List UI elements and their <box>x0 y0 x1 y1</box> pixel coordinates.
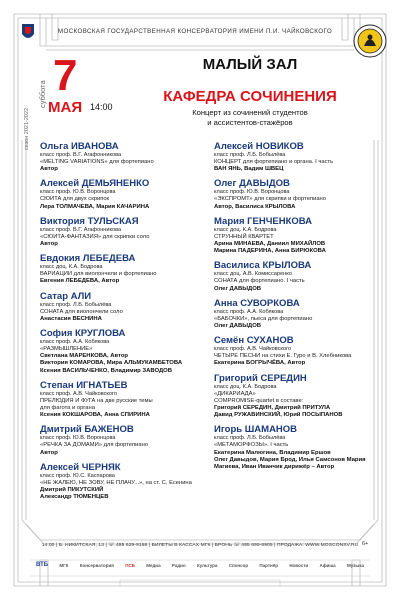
program-item <box>214 260 378 292</box>
composer-last-name: КРУГЛОВА <box>75 328 126 340</box>
composer-first-name: Алексей <box>214 141 254 152</box>
composer-first-name: Виктория <box>40 215 85 227</box>
program-item <box>214 373 378 420</box>
date-month: МАЯ <box>48 99 83 116</box>
teacher-line: класс проф. В.Г. Агафонникова <box>40 226 122 233</box>
footer-info: 14:00 | Б. НИКИТСКАЯ, 13 | ☏ 495 629-9168 | БИЛЕТЫ В КАССАХ МГК | БРОНЬ ☏ 495 695-8905 | ПРОДАЖА: WWW.MOSCONSV.RU <box>41 543 359 548</box>
concert-subtitle: Концерт из сочинений студентов и ассистентов-стажёров <box>192 108 308 127</box>
performers: Анастасия ВЕСНИНА <box>40 315 102 322</box>
composer-first-name: Сатар <box>40 290 68 302</box>
work-title: ВАРИАЦИИ для виолончели и фортепиано <box>40 271 157 278</box>
teacher-line: класс доц. А.В. Комиссаренко <box>214 271 292 278</box>
work-title: ПРЕЛЮДИЯ И ФУГА на две русские темы <box>40 397 153 404</box>
work-title: «МЕТАМОРФОЗЫ». I часть <box>214 442 289 449</box>
teacher-line: класс проф. Ю.С. Каспарова <box>40 472 115 479</box>
department-title: КАФЕДРА СОЧИНЕНИЯ <box>163 88 337 105</box>
composer-name <box>40 216 204 227</box>
composer-name <box>40 462 204 473</box>
performers: Александр ТЮМЕНЦЕВ <box>40 494 109 501</box>
conservatory-seal-icon <box>353 24 387 58</box>
teacher-line: класс проф. Ю.В. Воронцова <box>40 189 116 196</box>
teacher-line: класс проф. Л.Б. Бобылёва <box>214 435 286 442</box>
hall-title: МАЛЫЙ ЗАЛ <box>202 56 298 73</box>
work-title: «РАЗМЫШЛЕНИЕ» <box>40 346 93 353</box>
performers: Екатерина БОГРЫЧЁВА, Автор <box>214 360 306 367</box>
composer-first-name: Семён <box>214 335 245 347</box>
performers: Виктория КОМАРОВА, Мира АЛЬМУКАМБЕТОВА Ксения ВАСИЛЬЧЕНКО, Владимир ЗАВОДОВ <box>40 360 183 374</box>
composer-last-name: ШАМАНОВ <box>244 424 298 436</box>
work-title: «ЭКСПРОМТ» для скрипки и фортепиано <box>214 196 326 203</box>
composer-first-name: Степан <box>40 379 74 391</box>
composer-name <box>40 291 204 302</box>
performers: Олег ДАВЫДОВ <box>214 323 262 330</box>
sponsor-logo: Партнёр <box>259 562 279 568</box>
teacher-line: класс проф. А.А. Кобякова <box>214 308 284 315</box>
composer-first-name: Олег <box>214 178 237 190</box>
work-title: СЮИТА для двух скрипок <box>40 196 110 203</box>
program-item <box>214 335 378 367</box>
sponsor-logo: Музыка <box>346 562 364 568</box>
composer-last-name: ГЕНЧЕНКОВА <box>247 215 313 227</box>
program-item <box>214 298 378 330</box>
performers: Арина МИНАЕВА, Даниил МИХАЙЛОВ <box>214 241 326 248</box>
teacher-line: класс проф. А.В. Чайковского <box>40 390 118 397</box>
composer-last-name: БАЖЕНОВ <box>84 424 134 436</box>
performers: Автор <box>40 449 58 456</box>
program-item <box>40 291 204 323</box>
season-label: сезон 2021-2022 <box>24 107 30 150</box>
composer-first-name: Дмитрий <box>40 424 82 436</box>
sponsor-logo: ПСБ <box>125 562 135 568</box>
composer-name <box>40 141 204 152</box>
composer-name <box>214 335 378 346</box>
program-item <box>40 424 204 456</box>
ministry-emblem-icon <box>20 22 36 42</box>
composer-first-name: София <box>40 328 73 340</box>
composer-first-name: Василиса <box>214 260 260 272</box>
composer-first-name: Евдокия <box>40 253 81 265</box>
performers: Дмитрий ПИКУТСКИЙ <box>40 487 104 494</box>
performers: Автор, Василиса КРЫЛОВА <box>214 203 296 210</box>
work-title: COMPROMISE-quartet в составе: <box>214 397 304 404</box>
program-item <box>40 328 204 375</box>
teacher-line: класс доц. К.А. Бодрова <box>214 383 277 390</box>
work-title: «НЕ ЖАЛЕЮ, НЕ ЗОВУ, НЕ ПЛАЧУ...», на ст. С. Есенина <box>40 479 192 486</box>
work-title: «СЮИТА-ФАНТАЗИЯ» для скрипки соло <box>40 233 150 240</box>
program-item <box>40 216 204 248</box>
composer-name <box>40 328 204 339</box>
sponsor-logo: ВТБ <box>36 562 49 568</box>
teacher-line: класс проф. Л.Б. Бобылёва <box>214 152 286 158</box>
performers: Давид РУЖАВИНСКИЙ, Юрий ПОСЫПАНОВ <box>214 412 343 419</box>
composer-first-name: Алексей <box>40 461 80 473</box>
composer-name <box>214 178 378 189</box>
performers: Григорий СЕРЕДИН, Дмитрий ПРИТУЛА <box>214 405 331 412</box>
composer-name <box>214 424 378 435</box>
performers: Олег Давыдов, Мария Брод, Илья Самсонов Мария Магиева, Иван Иванчик дирижёр – Автор <box>214 456 366 471</box>
composer-name <box>40 178 204 189</box>
program-column-left <box>40 141 204 506</box>
composer-last-name: НОВИКОВ <box>255 141 304 152</box>
work-title: «MELTING VARIATIONS» для фортепиано <box>40 159 154 165</box>
sponsor-logo: Афиша <box>319 562 336 568</box>
program-item <box>214 424 378 471</box>
work-title: СТРУННЫЙ КВАРТЕТ <box>214 233 274 240</box>
date-day: 7 <box>53 51 78 100</box>
performers: Светлана МАРЕНКОВА, Автор <box>40 353 129 360</box>
composer-last-name: КРЫЛОВА <box>262 260 312 272</box>
performers: Ксения КОКШАРОВА, Анна СПИРИНА <box>40 412 150 419</box>
composer-name <box>40 380 204 391</box>
composer-last-name: ДЕМЬЯНЕНКО <box>81 178 150 190</box>
teacher-line: класс проф. А.А. Кобякова <box>40 339 110 346</box>
work-title: «БАБОЧКИ», пьеса для фортепиано <box>214 315 313 322</box>
composer-first-name: Ольга <box>40 141 69 152</box>
performers: Олег ДАВЫДОВ <box>214 285 262 292</box>
sponsor-logo: Медиа <box>146 562 161 568</box>
event-time: 14:00 <box>90 102 113 112</box>
composer-first-name: Мария <box>214 215 245 227</box>
program-item <box>214 141 378 173</box>
composer-last-name: ИВАНОВА <box>71 141 119 152</box>
composer-last-name: ЛЕБЕДЕВА <box>82 253 136 265</box>
composer-name <box>40 424 204 435</box>
teacher-line: класс проф. А.В. Чайковского <box>214 346 292 353</box>
sponsor-logo: Новости <box>289 562 309 568</box>
performers: Евгения ЛЕБЕДЕВА, Автор <box>40 278 120 285</box>
program-item <box>40 253 204 285</box>
work-title: «ДИКАРИАДА» <box>214 390 256 397</box>
composer-last-name: СЕРЕДИН <box>260 372 307 384</box>
performers: Лера ТОЛМАЧЕВА, Мария КАЧАРИНА <box>40 203 150 210</box>
teacher-line: класс проф. Ю.В. Воронцова <box>214 189 290 196</box>
sponsor-logo: МГК <box>59 562 69 568</box>
performers: Марина ПАДЕРИНА, Анна БИРЮКОВА <box>214 248 326 255</box>
program-item <box>40 380 204 420</box>
sponsor-logo: Консерватория <box>79 562 114 568</box>
composer-last-name: ИГНАТЬЕВ <box>76 379 128 391</box>
work-title: КОНЦЕРТ для фортепиано и органа. I часть <box>214 159 334 165</box>
program-item <box>214 216 378 256</box>
work-title: для фагота и органа <box>40 405 95 412</box>
composer-last-name: ЧЕРНЯК <box>81 461 121 473</box>
program-item <box>40 141 204 173</box>
work-title: СОНАТА для виолончели соло <box>40 308 123 315</box>
composer-name <box>40 253 204 264</box>
composer-last-name: АЛИ <box>70 290 92 302</box>
program-column-right <box>214 141 378 476</box>
teacher-line: класс проф. Л.Б. Бобылёва <box>40 301 112 308</box>
work-title: СОНАТА для фортепиано. I часть <box>214 278 305 285</box>
program-item <box>40 462 204 502</box>
composer-first-name: Анна <box>214 297 238 309</box>
composer-last-name: СУВОРКОВА <box>240 297 300 309</box>
sponsor-logo: Спонсор <box>228 562 249 568</box>
composer-last-name: ДАВЫДОВ <box>239 178 290 190</box>
composer-name <box>214 373 378 384</box>
composer-last-name: СУХАНОВ <box>246 335 294 347</box>
work-title: «РЕЧКА ЗА ДОМАМИ» для фортепиано <box>40 442 149 449</box>
performers: Автор <box>40 166 58 173</box>
conservatory-name: МОСКОВСКАЯ ГОСУДАРСТВЕННАЯ КОНСЕРВАТОРИЯ ИМЕНИ П.И. ЧАЙКОВСКОГО <box>57 28 333 35</box>
performers: Екатерина Малюгина, Владимир Ершов <box>214 449 331 456</box>
sponsor-logo: Радио <box>171 562 186 568</box>
performers: ВАН ЯНЬ, Вадим ШВЕЦ <box>214 166 284 173</box>
program-item <box>40 178 204 210</box>
work-title: ЧЕТЫРЕ ПЕСНИ на стихи Е. Гуро и В. Хлебникова <box>214 353 352 360</box>
teacher-line: класс проф. В.Г. Агафонникова <box>40 152 122 158</box>
date-weekday: суббота <box>38 80 47 108</box>
teacher-line: класс проф. Ю.В. Воронцова <box>40 435 116 442</box>
composer-name <box>214 298 378 309</box>
composer-first-name: Игорь <box>214 424 243 436</box>
performers: Автор <box>40 241 58 248</box>
program-item <box>214 178 378 210</box>
composer-first-name: Григорий <box>214 372 258 384</box>
sponsor-logos <box>36 558 364 572</box>
composer-last-name: ТУЛЬСКАЯ <box>87 215 139 227</box>
teacher-line: класс доц. К.А. Бодрова <box>214 226 277 233</box>
sponsor-logo: Культура <box>196 562 218 568</box>
composer-first-name: Алексей <box>40 178 80 190</box>
composer-name <box>214 260 378 271</box>
teacher-line: класс доц. К.А. Бодрова <box>40 264 103 271</box>
age-rating: 6+ <box>362 541 369 547</box>
composer-name <box>214 141 378 152</box>
composer-name <box>214 216 378 227</box>
